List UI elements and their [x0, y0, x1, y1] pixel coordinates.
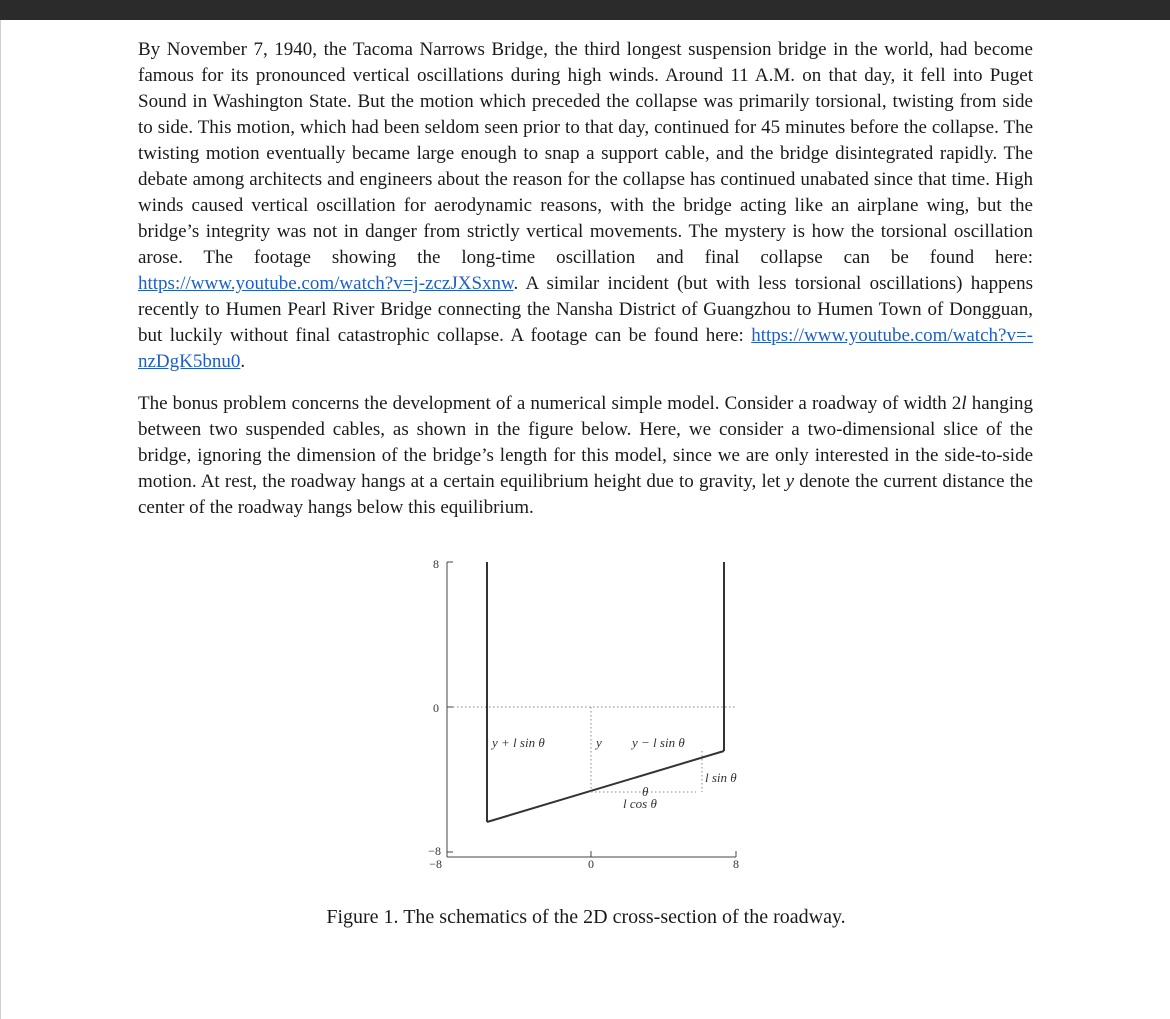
- roadway-deck: [487, 751, 724, 822]
- paragraph-1-text-a: By November 7, 1940, the Tacoma Narrows Bridge, the third longest suspension bridge in the world, had become famous for its pronounced vertical oscillations during high winds. Around 11 A.M. on that day, it fell into Puget Sound in Washington State. But the motion which preceded the collapse was primarily torsional, twisting from side to side. This motion, which had been seldom seen prior to that day, continued for 45 minutes before the collapse. The twisting motion eventually became large enough to snap a support cable, and the bridge disintegrated rapidly. The debate among architects and engineers about the reason for the collapse has continued unabated since that time. High winds caused vertical oscillation for aerodynamic reasons, with the bridge acting like an airplane wing, but the bridge’s integrity was not in danger from strictly vertical movements. The mystery is how the torsional oscillation arose. The footage showing the long-time oscillation and final collapse can be found here:: [138, 39, 1033, 268]
- y-tick-label-middle: 0: [433, 701, 439, 715]
- label-half-width: l cos θ: [623, 796, 657, 811]
- y-symbol: y: [785, 471, 795, 492]
- caption-text: Figure 1. The schematics of the 2D cross-section of the roadway.: [326, 906, 846, 928]
- figure-caption: [0, 906, 1170, 929]
- page-left-edge: [0, 20, 1, 1019]
- viewer-top-bar: [0, 0, 1170, 20]
- roadway-schematic: [420, 552, 750, 882]
- paragraph-2-text-c: denote the current distance the center of the roadway hangs below this equilibrium.: [138, 471, 1033, 518]
- l-symbol: l: [961, 393, 967, 414]
- paragraph-problem-setup: [138, 391, 1033, 521]
- label-left-cable: y + l sin θ: [492, 735, 545, 750]
- paragraph-2-text-b: hanging between two suspended cables, as shown in the figure below. Here, we consider a two-dimensional slice of the bridge, ignoring the dimension of the bridge’s length for this model, since we are only interested in the side-to-side motion. At rest, the roadway hangs at a certain equilibrium height due to gravity, let: [138, 393, 1033, 492]
- roadway-figure: [420, 552, 750, 882]
- x-tick-label-left: −8: [429, 857, 442, 871]
- paragraph-tacoma-history: [138, 37, 1033, 375]
- youtube-link-tacoma[interactable]: https://www.youtube.com/watch?v=j-zczJXSxnw: [138, 273, 514, 294]
- y-tick-label-bottom: −8: [428, 844, 441, 858]
- label-center-y: y: [596, 735, 602, 750]
- document-body: [138, 37, 1033, 521]
- paragraph-1-text-b: . A similar incident (but with less torsional oscillations) happens recently to Humen Pearl River Bridge connecting the Nansha District of Guangzhou to Humen Town of Dongguan, but luckily without final catastrophic collapse. A footage can be found here:: [138, 273, 1033, 346]
- x-tick-label-middle: 0: [588, 857, 594, 871]
- label-right-cable: y − l sin θ: [632, 735, 685, 750]
- paragraph-2-text-a: The bonus problem concerns the development of a numerical simple model. Consider a roadway of width 2: [138, 393, 962, 414]
- label-offset: l sin θ: [705, 770, 737, 785]
- paragraph-1-text-c: .: [240, 351, 246, 372]
- y-tick-label-top: 8: [433, 557, 439, 571]
- x-tick-label-right: 8: [733, 857, 739, 871]
- youtube-link-humen[interactable]: https://www.youtube.com/watch?v=-nzDgK5bnu0: [138, 325, 1033, 372]
- label-angle: θ: [642, 784, 649, 799]
